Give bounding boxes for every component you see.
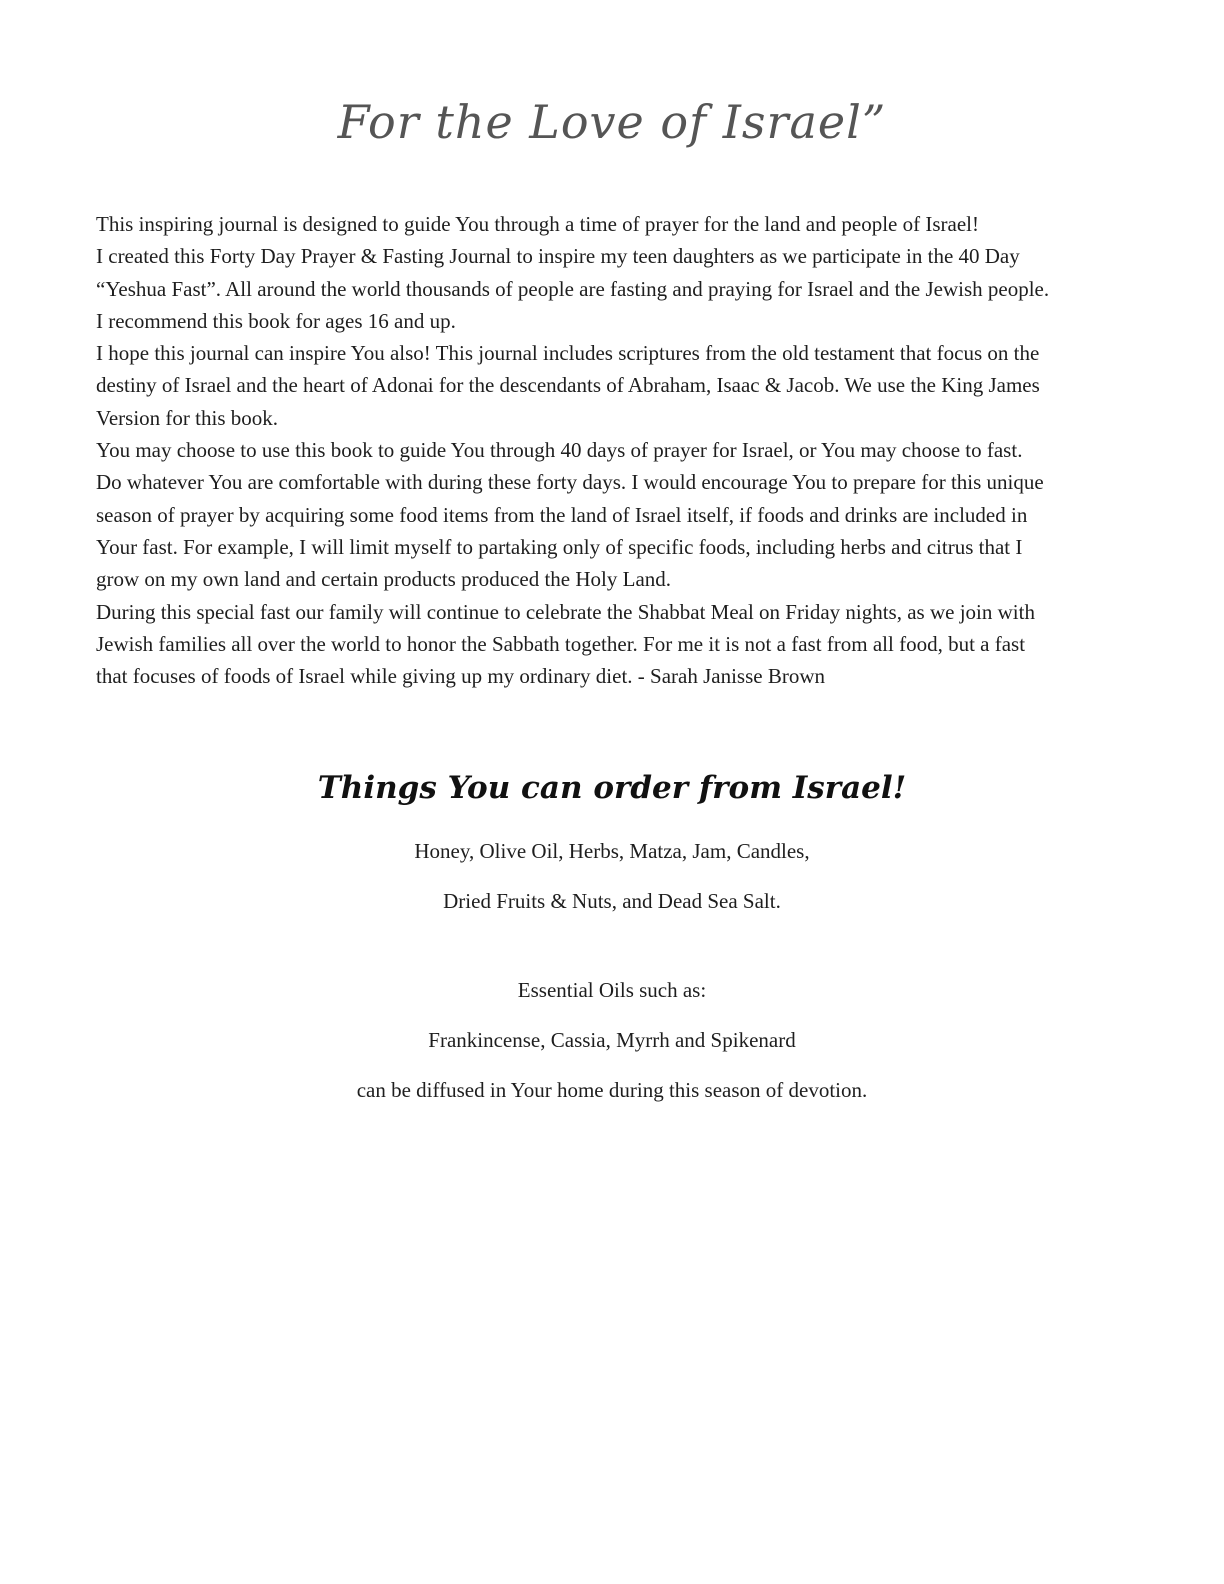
intro-line: “Yeshua Fast”. All around the world thousands of people are fasting and praying for Israel and the Jewish people. <box>96 276 1050 301</box>
intro-line: This inspiring journal is designed to guide You through a time of prayer for the land and people of Israel! <box>96 212 979 236</box>
order-items-line-1: Honey, Olive Oil, Herbs, Matza, Jam, Candles, <box>414 839 810 863</box>
essential-oils-intro: Essential Oils such as: <box>517 978 707 1002</box>
intro-line: Do whatever You are comfortable with during these forty days. I would encourage You to prepare for this unique <box>96 470 1044 495</box>
order-section-heading: Things You can order from Israel! <box>317 770 907 806</box>
essential-oils-list: Frankincense, Cassia, Myrrh and Spikenard <box>428 1028 796 1052</box>
intro-line: season of prayer by acquiring some food items from the land of Israel itself, if foods and drinks are included in <box>96 502 1028 527</box>
intro-line: Jewish families all over the world to honor the Sabbath together. For me it is not a fast from all food, but a fast <box>96 631 1026 656</box>
intro-line: During this special fast our family will continue to celebrate the Shabbat Meal on Friday nights, as we join with <box>96 599 1035 624</box>
intro-line: Your fast. For example, I will limit myself to partaking only of specific foods, including herbs and citrus that I <box>96 534 1023 559</box>
essential-oils-note: can be diffused in Your home during this season of devotion. <box>356 1078 868 1102</box>
intro-line: destiny of Israel and the heart of Adonai for the descendants of Abraham, Isaac & Jacob. We use the King James <box>96 373 1040 398</box>
intro-line: You may choose to use this book to guide You through 40 days of prayer for Israel, or You may choose to fast. <box>96 438 1023 463</box>
page-title: For the Love of Israel” <box>337 95 887 149</box>
intro-line: I hope this journal can inspire You also! This journal includes scriptures from the old testament that focus on the <box>96 341 1040 366</box>
intro-paragraphs <box>96 208 1136 692</box>
intro-line: Version for this book. <box>96 405 278 430</box>
intro-line: I recommend this book for ages 16 and up. <box>96 308 456 333</box>
intro-line: grow on my own land and certain products produced the Holy Land. <box>96 567 672 592</box>
intro-line: that focuses of foods of Israel while giving up my ordinary diet. - Sarah Janisse Brown <box>96 664 826 689</box>
intro-line: I created this Forty Day Prayer & Fasting Journal to inspire my teen daughters as we participate in the 40 Day <box>96 244 1020 269</box>
order-items-line-2: Dried Fruits & Nuts, and Dead Sea Salt. <box>443 889 781 913</box>
